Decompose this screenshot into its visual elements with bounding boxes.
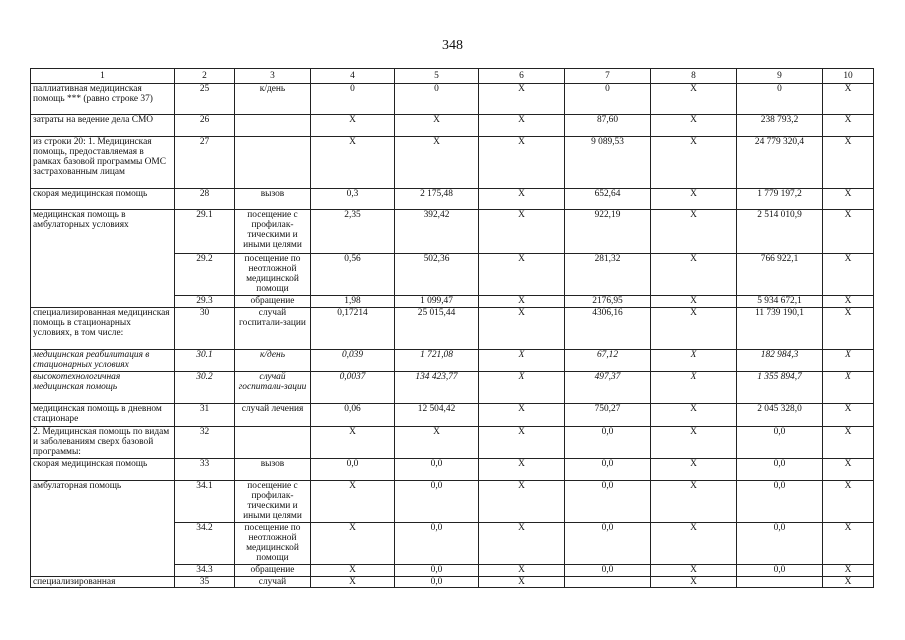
table-row: [31, 308, 874, 350]
table-row: [31, 404, 874, 427]
table-cell: Х: [395, 137, 479, 189]
unit-cell: посещение по неотложной медицинской помощи: [235, 254, 311, 296]
table-cell: Х: [651, 523, 737, 565]
unit-cell: вызов: [235, 459, 311, 481]
table-cell: Х: [311, 577, 395, 588]
table-cell: Х: [479, 210, 565, 254]
col-header: 9: [737, 69, 823, 84]
row-label: затраты на ведение дела СМО: [31, 115, 175, 137]
table-cell: 0,0: [311, 459, 395, 481]
table-cell: Х: [479, 577, 565, 588]
row-number: 30.1: [175, 350, 235, 372]
table-cell: 502,36: [395, 254, 479, 296]
table-cell: 0,0: [565, 565, 651, 577]
row-label: специализированная: [31, 577, 175, 588]
table-cell: Х: [823, 296, 874, 308]
table-cell: 652,64: [565, 189, 651, 210]
row-label: высокотехнологичная медицинская помощь: [31, 372, 175, 404]
table-cell: 0,0: [737, 565, 823, 577]
table-cell: 0,0: [565, 459, 651, 481]
table-cell: Х: [823, 481, 874, 523]
table-cell: Х: [311, 565, 395, 577]
col-header: 3: [235, 69, 311, 84]
table-row: [31, 115, 874, 137]
table-row: [31, 254, 874, 296]
table-cell: 11 739 190,1: [737, 308, 823, 350]
table-cell: Х: [479, 84, 565, 115]
row-label: [31, 565, 175, 577]
table-cell: Х: [479, 404, 565, 427]
row-number: 32: [175, 427, 235, 459]
unit-cell: обращение: [235, 296, 311, 308]
table-cell: Х: [479, 137, 565, 189]
table-cell: 0,0: [565, 523, 651, 565]
unit-cell: посещение по неотложной медицинской помощи: [235, 523, 311, 565]
table-cell: 25 015,44: [395, 308, 479, 350]
unit-cell: случай госпитали-зации: [235, 372, 311, 404]
table-cell: Х: [651, 84, 737, 115]
row-number: 31: [175, 404, 235, 427]
table-cell: 2 514 010,9: [737, 210, 823, 254]
table-cell: Х: [823, 254, 874, 296]
table-cell: Х: [651, 372, 737, 404]
table-row: [31, 459, 874, 481]
row-number: 34.3: [175, 565, 235, 577]
table-cell: Х: [651, 115, 737, 137]
table-cell: Х: [651, 254, 737, 296]
row-number: 30: [175, 308, 235, 350]
table-cell: Х: [823, 137, 874, 189]
table-cell: Х: [823, 210, 874, 254]
table-cell: Х: [823, 350, 874, 372]
table-cell: 0,0: [395, 577, 479, 588]
table-cell: 0,0: [737, 459, 823, 481]
table-cell: Х: [395, 115, 479, 137]
table-row: [31, 189, 874, 210]
table-cell: Х: [823, 577, 874, 588]
unit-cell: вызов: [235, 189, 311, 210]
col-header: 7: [565, 69, 651, 84]
unit-cell: [235, 137, 311, 189]
row-number: 34.1: [175, 481, 235, 523]
table-row: [31, 210, 874, 254]
table-cell: Х: [823, 84, 874, 115]
row-label: [31, 254, 175, 296]
table-cell: 0,0: [737, 481, 823, 523]
table-cell: 1,98: [311, 296, 395, 308]
row-label: амбулаторная помощь: [31, 481, 175, 523]
table-cell: Х: [823, 189, 874, 210]
unit-cell: [235, 115, 311, 137]
table-cell: 24 779 320,4: [737, 137, 823, 189]
table-cell: 1 721,08: [395, 350, 479, 372]
table-cell: 238 793,2: [737, 115, 823, 137]
table-cell: Х: [651, 481, 737, 523]
col-header: 8: [651, 69, 737, 84]
row-number: 27: [175, 137, 235, 189]
table-cell: Х: [823, 372, 874, 404]
row-label: специализированная медицинская помощь в стационарных условиях, в том числе:: [31, 308, 175, 350]
table-cell: 0,06: [311, 404, 395, 427]
row-number: 29.1: [175, 210, 235, 254]
unit-cell: случай лечения: [235, 404, 311, 427]
row-number: 30.2: [175, 372, 235, 404]
table-cell: Х: [479, 481, 565, 523]
table-cell: Х: [651, 308, 737, 350]
table-cell: 1 355 894,7: [737, 372, 823, 404]
row-number: 26: [175, 115, 235, 137]
table-cell: 2 045 328,0: [737, 404, 823, 427]
table-cell: 0,0037: [311, 372, 395, 404]
table-row: [31, 481, 874, 523]
row-number: 34.2: [175, 523, 235, 565]
table-cell: Х: [311, 481, 395, 523]
table-cell: 497,37: [565, 372, 651, 404]
table-row: [31, 372, 874, 404]
table-cell: Х: [823, 523, 874, 565]
row-label: скорая медицинская помощь: [31, 459, 175, 481]
row-label: [31, 296, 175, 308]
table-cell: 0: [737, 84, 823, 115]
table-cell: 1 779 197,2: [737, 189, 823, 210]
table-cell: 134 423,77: [395, 372, 479, 404]
table-cell: Х: [651, 459, 737, 481]
table-row: [31, 350, 874, 372]
table-cell: 12 504,42: [395, 404, 479, 427]
table-cell: Х: [479, 372, 565, 404]
table-cell: Х: [311, 137, 395, 189]
table-cell: Х: [479, 189, 565, 210]
table-cell: 0: [565, 84, 651, 115]
table-cell: 4306,16: [565, 308, 651, 350]
table-cell: Х: [823, 404, 874, 427]
col-header: 4: [311, 69, 395, 84]
table-cell: 0,0: [395, 459, 479, 481]
table-header-row: [31, 69, 874, 84]
table-cell: Х: [823, 565, 874, 577]
table-cell: Х: [479, 459, 565, 481]
table-cell: Х: [479, 115, 565, 137]
table-cell: 182 984,3: [737, 350, 823, 372]
table-cell: 0: [395, 84, 479, 115]
table-cell: 1 099,47: [395, 296, 479, 308]
table-cell: 67,12: [565, 350, 651, 372]
table-cell: Х: [651, 210, 737, 254]
row-label: 2. Медицинская помощь по видам и заболеваниям сверх базовой программы:: [31, 427, 175, 459]
table-cell: Х: [651, 350, 737, 372]
row-label: скорая медицинская помощь: [31, 189, 175, 210]
row-label: медицинская реабилитация в стационарных условиях: [31, 350, 175, 372]
table-cell: Х: [479, 308, 565, 350]
table-cell: 87,60: [565, 115, 651, 137]
row-number: 28: [175, 189, 235, 210]
table-cell: Х: [823, 459, 874, 481]
table-cell: 0,0: [737, 523, 823, 565]
unit-cell: [235, 427, 311, 459]
col-header: 6: [479, 69, 565, 84]
table-row: [31, 137, 874, 189]
table-cell: 2 175,48: [395, 189, 479, 210]
row-number: 35: [175, 577, 235, 588]
row-label: медицинская помощь в дневном стационаре: [31, 404, 175, 427]
table-cell: Х: [651, 577, 737, 588]
table-row: [31, 565, 874, 577]
table-cell: [737, 577, 823, 588]
table-cell: Х: [651, 189, 737, 210]
table-cell: 5 934 672,1: [737, 296, 823, 308]
table-cell: Х: [823, 427, 874, 459]
table-row: [31, 577, 874, 588]
table-cell: 0,56: [311, 254, 395, 296]
table-cell: Х: [311, 427, 395, 459]
table-cell: Х: [479, 565, 565, 577]
table-cell: 0,0: [737, 427, 823, 459]
table-cell: Х: [311, 115, 395, 137]
row-label: [31, 523, 175, 565]
table-cell: Х: [479, 350, 565, 372]
financing-table: [30, 68, 874, 588]
table-cell: 750,27: [565, 404, 651, 427]
table-cell: 281,32: [565, 254, 651, 296]
col-header: 2: [175, 69, 235, 84]
table-cell: 2,35: [311, 210, 395, 254]
table-cell: 922,19: [565, 210, 651, 254]
table-cell: Х: [823, 115, 874, 137]
row-number: 29.2: [175, 254, 235, 296]
table-cell: Х: [479, 296, 565, 308]
unit-cell: посещение с профилак-тическими и иными целями: [235, 481, 311, 523]
table-row: [31, 427, 874, 459]
table-cell: 0,0: [395, 565, 479, 577]
table-cell: Х: [651, 404, 737, 427]
table-cell: 392,42: [395, 210, 479, 254]
unit-cell: к/день: [235, 350, 311, 372]
col-header: 1: [31, 69, 175, 84]
table-cell: Х: [479, 254, 565, 296]
unit-cell: случай госпитали-зации: [235, 308, 311, 350]
table-cell: Х: [479, 523, 565, 565]
table-cell: 9 089,53: [565, 137, 651, 189]
page-number: 348: [442, 38, 463, 53]
table-cell: 0,0: [395, 523, 479, 565]
table-cell: 0,17214: [311, 308, 395, 350]
row-label: из строки 20: 1. Медицинская помощь, предоставляемая в рамках базовой программы ОМС застрахованным лицам: [31, 137, 175, 189]
table-cell: 0,3: [311, 189, 395, 210]
table-cell: 0,0: [565, 481, 651, 523]
table-row: [31, 84, 874, 115]
col-header: 5: [395, 69, 479, 84]
table-cell: Х: [479, 427, 565, 459]
table-cell: 0: [311, 84, 395, 115]
table-cell: Х: [651, 137, 737, 189]
table-row: [31, 296, 874, 308]
table-cell: 0,039: [311, 350, 395, 372]
unit-cell: к/день: [235, 84, 311, 115]
col-header: 10: [823, 69, 874, 84]
unit-cell: посещение с профилак-тическими и иными целями: [235, 210, 311, 254]
table-cell: Х: [651, 427, 737, 459]
unit-cell: случай: [235, 577, 311, 588]
row-number: 25: [175, 84, 235, 115]
table-cell: Х: [651, 296, 737, 308]
table-cell: 0,0: [395, 481, 479, 523]
table-cell: Х: [823, 308, 874, 350]
table-cell: 2176,95: [565, 296, 651, 308]
table-cell: Х: [395, 427, 479, 459]
table-cell: Х: [311, 523, 395, 565]
row-label: медицинская помощь в амбулаторных условиях: [31, 210, 175, 254]
row-label: паллиативная медицинская помощь *** (равно строке 37): [31, 84, 175, 115]
table-row: [31, 523, 874, 565]
table-cell: 766 922,1: [737, 254, 823, 296]
unit-cell: обращение: [235, 565, 311, 577]
table-cell: Х: [651, 565, 737, 577]
table-cell: 0,0: [565, 427, 651, 459]
row-number: 33: [175, 459, 235, 481]
row-number: 29.3: [175, 296, 235, 308]
table-cell: [565, 577, 651, 588]
